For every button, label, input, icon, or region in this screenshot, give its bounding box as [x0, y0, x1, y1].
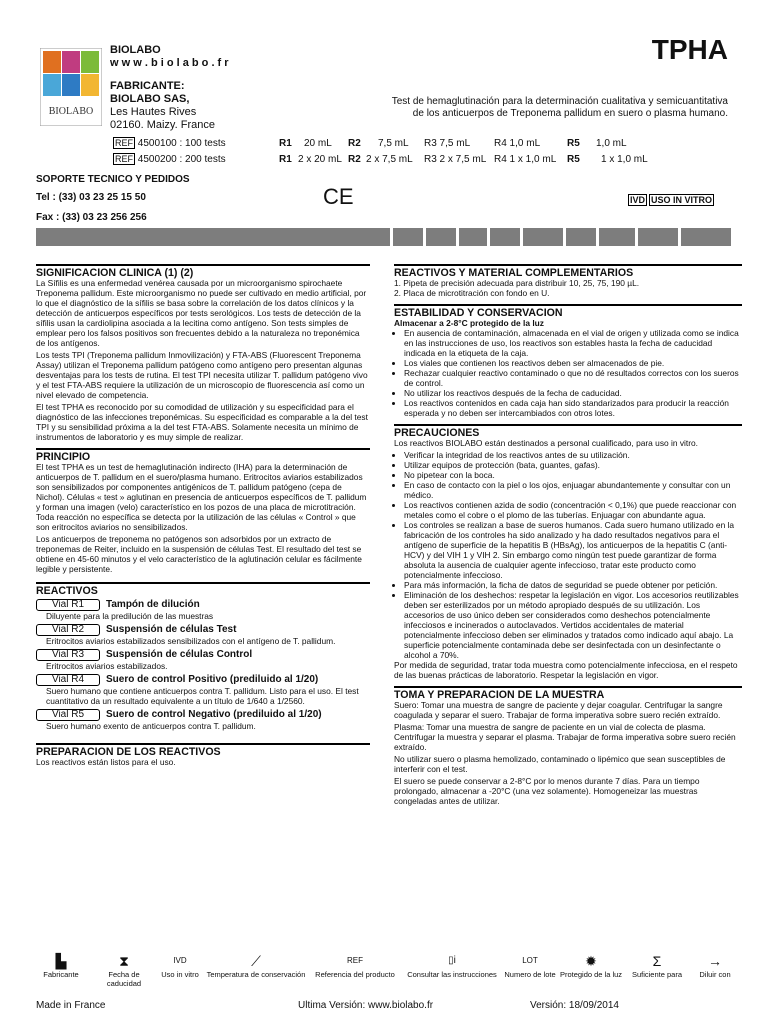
vial-title: Tampón de dilución	[106, 599, 200, 610]
stability-list	[394, 328, 742, 418]
arrow-icon: →	[708, 953, 722, 969]
paragraph: La Sífilis es una enfermedad venérea causada por un microorganismo spirochaete Treponema pallidum. Este microorganismo no puede ser cultivado en medio artificial, por lo que el diagnóstico de la sífilis se basa sobre la correlación de los datos clínicos y la detección de anticuerpos específicos por tests serológicos. Los tests de detección de la sífilis usan la cardiolipina asociada a la lecitina como antígeno. Son tests simples de emplear pero los falsos positivos son frecuentes debido a la naturaleza no treponémica de los antígenos.	[36, 278, 367, 348]
ref-chip: REF	[115, 138, 133, 148]
legend-label: Referencia del producto	[315, 970, 395, 979]
paragraph: El suero se puede conservar a 2-8°C por lo menos durante 7 días. Para un tiempo prolongado, almacenar a -20°C (una vez solamente). Homogeneizar las muestras congeladas antes de utilizar.	[394, 776, 700, 806]
legend-item	[626, 952, 688, 979]
vial-desc: Eritrocitos aviarios estabilizados.	[46, 661, 168, 671]
vial-title: Suero de control Positivo (prediluido al 1/20)	[106, 674, 319, 685]
book-icon: ▯i	[448, 955, 456, 966]
sigma-icon: Σ	[652, 953, 662, 969]
legend-label: Uso in vitro	[161, 970, 199, 979]
vial-desc: Eritrocitos aviarios estabilizados sensibilizados con el antígeno de T. pallidum.	[46, 636, 336, 646]
address-line-2: 02160. Maizy. France	[110, 119, 215, 131]
legend-item	[158, 952, 202, 979]
ref-code: 4500200 : 200 tests	[137, 154, 226, 165]
vial-r3	[36, 649, 370, 661]
list-item: • Los viales que contienen los reactivos deben ser almacenados de pie.	[404, 358, 742, 368]
ref2-r3: R3 2 x 7,5 mL	[424, 154, 487, 165]
ref-icon: REF	[347, 956, 363, 965]
vial-r2	[36, 624, 370, 636]
vial-r4	[36, 674, 370, 686]
support-title: SOPORTE TECNICO Y PEDIDOS	[36, 174, 190, 185]
vial-desc: Diluyente para la predilución de las muestras	[46, 611, 214, 621]
paragraph: El test TPHA es reconocido por su comodidad de utilización y su especificidad para el diagnóstico de las infecciones treponémicas. Su especificidad es comparable a la del test TPI y su sensibilidad próxima a la del test FTA-ABS. Solamente necesita un mínimo de instrumentos de laboratorio y es muy simple de realizar.	[36, 402, 368, 442]
paragraph: Los tests TPI (Treponema pallidum Inmovilización) y FTA-ABS (Fluorescent Treponema Assay) utilizan el Treponema pallidum patógeno como antígeno pero presentan algunas desventajas para los tests de rutina. El test TPI necesita utilizar T. pallidum patógeno vivo y el test FTA-ABS requiere la utilización de un microscopio de fluorescencia así como un nivel elevado de competencia.	[36, 350, 368, 400]
ref1-r5: R5	[567, 138, 580, 149]
list-item: • Rechazar cualquier reactivo contaminado o que no dé resultados correctos con los sueros de control.	[404, 368, 742, 388]
ref1-r2: R2	[348, 138, 361, 149]
hourglass-icon: ⧗	[119, 953, 129, 969]
vial-title: Suero de control Negativo (prediluido al 1/20)	[106, 709, 322, 720]
biolabo-logo	[40, 48, 102, 126]
storage-subtitle: Almacenar a 2-8°C protegido de la luz	[394, 318, 544, 328]
vial-label: Vial R1	[36, 599, 100, 611]
brand-website: w w w . b i o l a b o . f r	[110, 57, 229, 69]
manufacturer-title: FABRICANTE:	[110, 80, 185, 92]
list-item: • No pipetear con la boca.	[404, 470, 742, 480]
paragraph: Los anticuerpos de treponema no patógenos son adsorbidos por un extracto de treponemas de Reiter, incluido en la suspensión de células Test. El resultado del test se obtiene en 45-60 minutos y el velo característico de la aglutinación celular es fácilmente legible y persistente.	[36, 534, 362, 574]
ivd-icon: IVD	[173, 956, 187, 965]
paragraph: Plasma: Tomar una muestra de sangre de paciente en un vial de colecta de plasma. Centrifugar la muestra y separar el plasma. Trabajar de forma imperativa sobre suero recién extraído.	[394, 722, 736, 752]
legend-label: Suficiente para	[631, 970, 683, 979]
section-title-muestra: TOMA Y PREPARACION DE LA MUESTRA	[394, 686, 742, 700]
list-item: • Los reactivos contenidos en cada caja han sido standarizados para producir la reacción esperada y no deben ser intercambiados con otros lotes.	[404, 398, 742, 418]
ref-chip: REF	[115, 154, 133, 164]
section-title-principio: PRINCIPIO	[36, 448, 370, 462]
brand-block	[110, 44, 229, 70]
section-title-estabilidad: ESTABILIDAD Y CONSERVACION	[394, 304, 742, 318]
vial-label: Vial R5	[36, 709, 100, 721]
vial-r1	[36, 599, 370, 611]
list-item: • No utilizar los reactivos después de la fecha de caducidad.	[404, 388, 742, 398]
ref-row-2	[113, 154, 226, 165]
legend-label: Numero de lote	[504, 970, 556, 979]
brand-name: BIOLABO	[110, 44, 161, 56]
svg-text:BIOLABO: BIOLABO	[48, 106, 94, 117]
paragraph: Suero: Tomar una muestra de sangre de paciente y dejar coagular. Centrifugar la sangre coagulada y separar el suero. Trabajar de forma imperativa sobre suero recién extraído.	[394, 700, 723, 720]
vial-label: Vial R4	[36, 674, 100, 686]
section-title-clinica: SIGNIFICACION CLINICA (1) (2)	[36, 264, 370, 278]
legend-item	[688, 952, 742, 979]
list-item: 1. Pipeta de precisión adecuada para distribuir 10, 25, 75, 190 µL.	[394, 278, 640, 288]
ref1-r1: R1	[279, 138, 292, 149]
ce-mark-icon: CE	[323, 184, 354, 209]
section-title-preparacion: PREPARACION DE LOS REACTIVOS	[36, 743, 370, 757]
product-title: TPHA	[651, 34, 728, 65]
section-title-precauciones: PRECAUCIONES	[394, 424, 742, 438]
ivd-label	[628, 194, 716, 206]
precautions-list	[394, 450, 742, 660]
gray-separator-bar	[36, 228, 742, 246]
description-line-2: de los anticuerpos de Treponema pallidum en suero o plasma humano.	[412, 108, 728, 119]
ref2-r5-vol: 1 x 1,0 mL	[601, 154, 648, 165]
sun-icon: ✹	[585, 953, 597, 969]
ref2-r4: R4 1 x 1,0 mL	[494, 154, 557, 165]
footer-version: Versión: 18/09/2014	[530, 1000, 619, 1011]
legend-label: Fabricante	[43, 970, 79, 979]
paragraph: Los reactivos están listos para el uso.	[36, 757, 176, 767]
vial-title: Suspensión de células Control	[106, 649, 253, 660]
legend-label: Diluir con	[699, 970, 731, 979]
legend-item	[94, 952, 154, 988]
legend-item	[502, 952, 558, 979]
right-column	[394, 264, 742, 808]
list-item: 2. Placa de microtitración con fondo en U.	[394, 288, 550, 298]
ref-code: 4500100 : 100 tests	[137, 138, 226, 149]
support-tel: Tel : (33) 03 23 25 15 50	[36, 192, 146, 203]
legend-item	[402, 952, 502, 979]
legend-item	[558, 952, 624, 979]
list-item: • Los controles se realizan a base de sueros humanos. Cada suero humano utilizado en la fabricación de los controles ha sido analizado y ha dado resultados negativos para el antígeno de superficie de la hepatitis B (HBsAg), los anticuerpos de la hepatitis C (anti-HCV) y del VIH 1 y VIH 2. Sin embargo como ningún test puede garantizar de forma absoluta la ausencia de cualquier agente infeccioso, tratar este producto como potencialmente infeccioso.	[404, 520, 742, 580]
support-fax: Fax : (33) 03 23 256 256	[36, 212, 147, 223]
paragraph: No utilizar suero o plasma hemolizado, contaminado o lipémico que sean susceptibles de interferir con el test.	[394, 754, 726, 774]
temperature-icon: ⟋	[251, 953, 261, 969]
legend-label: Consultar las instrucciones	[407, 970, 497, 979]
ref1-r4: R4 1,0 mL	[494, 138, 541, 149]
vial-desc: Suero humano que contiene anticuerpos contra T. pallidum. Listo para el uso. El test cuantitativo da un resultado equivalente a un título de 1/640 a 1/2560.	[46, 686, 359, 706]
legend-label: Protegido de la luz	[559, 970, 623, 979]
section-title-material: REACTIVOS Y MATERIAL COMPLEMENTARIOS	[394, 264, 742, 278]
manufacturer-name: BIOLABO SAS,	[110, 93, 190, 105]
ivd-text: USO IN VITRO	[651, 195, 713, 205]
list-item: • Los reactivos contienen azida de sodio (concentración < 0,1%) que puede reaccionar con metales como el cobre o el plomo de las tuberías. Enjuagar con abundante agua.	[404, 500, 742, 520]
list-item: • En ausencia de contaminación, almacenada en el vial de origen y utilizada como se indica en las instrucciones de uso, los reactivos son estables hasta la fecha de caducidad indicada en la etiqueta de la caja.	[404, 328, 742, 358]
list-item: • Eliminación de los deshechos: respetar la legislación en vigor. Los accesorios reutilizables deben ser esterilizados por un método apropiado después de su utilización. Los accesorios de uso único deben ser considerados como deshechos potencialmente infecciosos e incinerados o autoclavados. Vertidos accidentales de material potencialmente infeccioso deben ser eliminados y tratados como indicado aquí abajo. La superficie potencialmente contaminada debe ser desinfectada con un desinfectante o alcohol a 70%.	[404, 590, 742, 660]
ivd-icon: IVD	[630, 195, 646, 205]
ref1-r1-vol: 20 mL	[304, 138, 332, 149]
ref1-r3: R3 7,5 mL	[424, 138, 471, 149]
legend-item	[310, 952, 400, 979]
vial-label: Vial R2	[36, 624, 100, 636]
footer-website: Ultima Versión: www.biolabo.fr	[298, 1000, 434, 1011]
symbols-legend	[36, 952, 742, 998]
ref2-r2: R2	[348, 154, 361, 165]
vial-desc: Suero humano exento de anticuerpos contra T. pallidum.	[46, 721, 256, 731]
ref2-r5: R5	[567, 154, 580, 165]
legend-label: Temperatura de conservación	[206, 970, 306, 979]
footer-made-in: Made in France	[36, 1000, 106, 1011]
list-item: • En caso de contacto con la piel o los ojos, enjuagar abundantemente y consultar con un médico.	[404, 480, 742, 500]
support-block	[36, 173, 190, 225]
description-line-1: Test de hemaglutinación para la determinación cualitativa y semicuantitativa	[391, 96, 728, 107]
ref-row-1	[113, 138, 226, 149]
list-item: • Verificar la integridad de los reactivos antes de su utilización.	[404, 450, 742, 460]
ref2-r1-vol: 2 x 20 mL	[298, 154, 342, 165]
vial-r5	[36, 709, 370, 721]
ref1-r2-vol: 7,5 mL	[378, 138, 409, 149]
ref2-r2-vol: 2 x 7,5 mL	[366, 154, 413, 165]
factory-icon: ▙	[55, 953, 67, 969]
paragraph: El test TPHA es un test de hemaglutinación indirecto (IHA) para la determinación de anticuerpos de T. pallidum en el suero/plasma humano. Eritrocitos aviarios estabilizados son sensibilizados por componentes antigénicos de T. pallidum patógeno (cepa de Nichol). Células « test » aglutinan en presencia de anticuerpos específicos de T. pallidum y forman una imagen (velo) característico en los pozos de una placa de microtitración. Toda reacción no específica se detecta por la utilización de las células « Control » que son eritrocitos aviarios no sensibilizados.	[36, 462, 367, 532]
legend-item	[36, 952, 86, 979]
legend-label: Fecha de caducidad	[106, 970, 142, 988]
lot-icon: LOT	[522, 956, 538, 965]
section-title-reactivos: REACTIVOS	[36, 582, 370, 596]
paragraph: Los reactivos BIOLABO están destinados a personal cualificado, para uso in vitro.	[394, 438, 698, 448]
vial-title: Suspensión de células Test	[106, 624, 237, 635]
address-line-1: Les Hautes Rives	[110, 106, 197, 118]
vial-label: Vial R3	[36, 649, 100, 661]
paragraph: Por medida de seguridad, tratar toda muestra como potencialmente infecciosa, en el respeto de las buenas prácticas de laboratorio. Respetar la legislación en vigor.	[394, 660, 738, 680]
legend-item	[204, 952, 308, 979]
left-column	[36, 264, 370, 769]
list-item: • Para más información, la ficha de datos de seguridad se puede obtener por petición.	[404, 580, 742, 590]
ref2-r1: R1	[279, 154, 292, 165]
list-item: • Utilizar equipos de protección (bata, guantes, gafas).	[404, 460, 742, 470]
manufacturer-block	[110, 80, 215, 132]
ref1-r5-vol: 1,0 mL	[596, 138, 627, 149]
product-description	[348, 96, 728, 120]
